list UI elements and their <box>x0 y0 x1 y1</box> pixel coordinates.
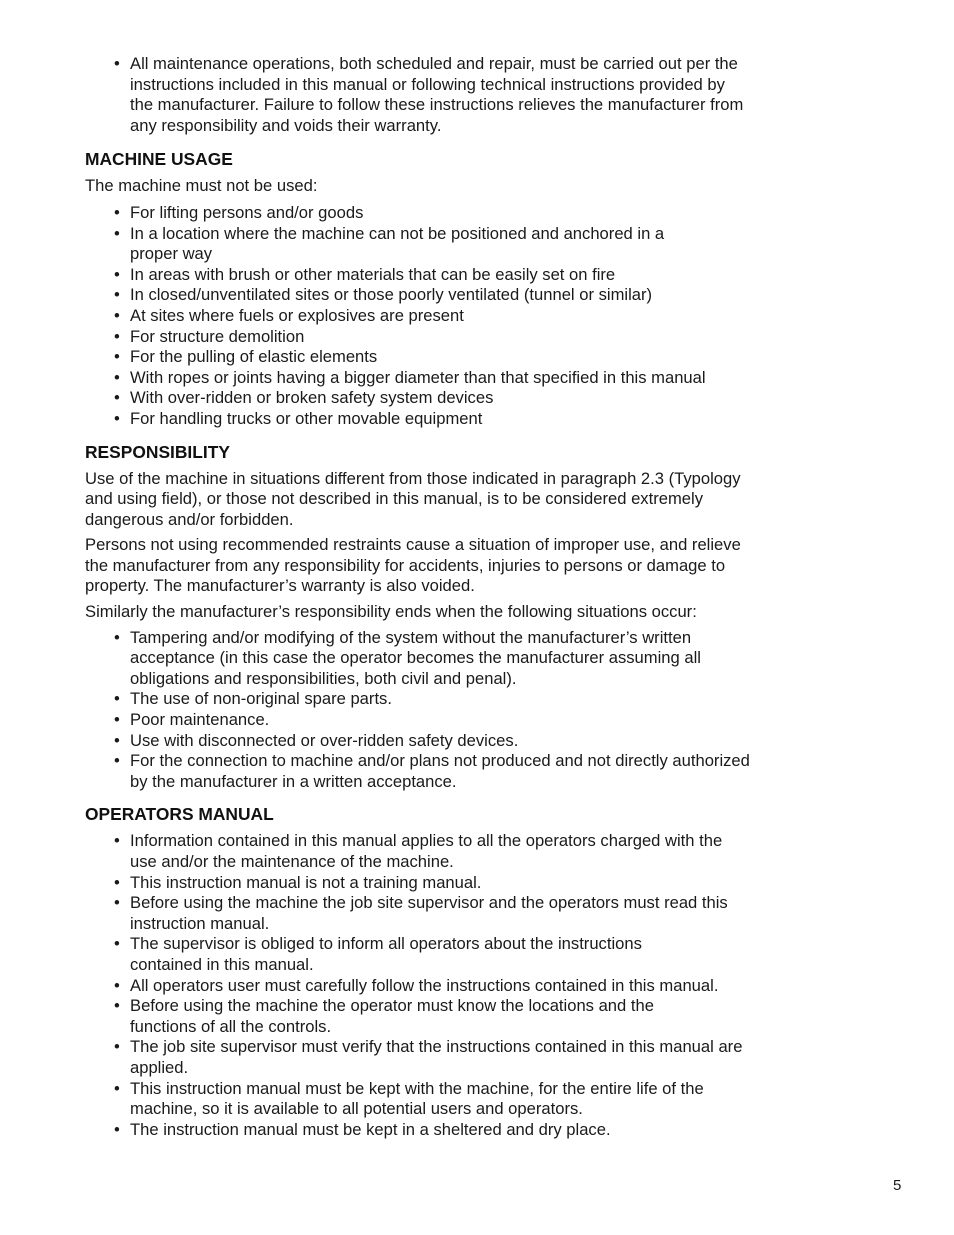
list-item: • Before using the machine the operator must know the locations and the functions of all the controls. <box>114 996 750 1037</box>
list-item: • For structure demolition <box>114 327 750 348</box>
list-item: • The supervisor is obliged to inform all operators about the instructions contained in this manual. <box>114 934 750 975</box>
list-item: • In areas with brush or other materials that can be easily set on fire <box>114 265 750 286</box>
list-item: • All maintenance operations, both scheduled and repair, must be carried out per the instructions included in this manual or following technical instructions provided by the manufacturer. Failure to follow these instructions relieves the manufacturer from any responsibility and voids their warranty. <box>114 54 750 136</box>
machine-usage-section <box>85 148 750 429</box>
document-page <box>85 54 750 1140</box>
list-item: • At sites where fuels or explosives are present <box>114 306 750 327</box>
paragraph: Similarly the manufacturer’s responsibility ends when the following situations occur: <box>85 602 697 622</box>
list-item: • This instruction manual is not a training manual. <box>114 873 750 894</box>
list-item: • In a location where the machine can not be positioned and anchored in a proper way <box>114 224 750 265</box>
intro-list <box>85 54 750 136</box>
list-item: • With over-ridden or broken safety system devices <box>114 388 750 409</box>
paragraph: Persons not using recommended restraints cause a situation of improper use, and relieve the manufacturer from any responsibility for accidents, injuries to persons or damage to property. The manufacturer’s warranty is also voided. <box>85 535 741 596</box>
responsibility-list <box>85 628 750 793</box>
list-item: • For the pulling of elastic elements <box>114 347 750 368</box>
list-item: • Poor maintenance. <box>114 710 750 731</box>
list-item: • Before using the machine the job site supervisor and the operators must read this instruction manual. <box>114 893 750 934</box>
list-item: • Tampering and/or modifying of the system without the manufacturer’s written acceptance (in this case the operator becomes the manufacturer assuming all obligations and responsibilities, both civil and penal). <box>114 628 750 690</box>
section-intro: The machine must not be used: <box>85 176 318 196</box>
list-item: • This instruction manual must be kept with the machine, for the entire life of the machine, so it is available to all potential users and operators. <box>114 1079 750 1120</box>
list-item: • Information contained in this manual applies to all the operators charged with the use and/or the maintenance of the machine. <box>114 831 750 872</box>
responsibility-section <box>85 441 750 793</box>
list-item: • The instruction manual must be kept in a sheltered and dry place. <box>114 1120 750 1141</box>
operators-manual-list <box>85 831 750 1140</box>
paragraph: Use of the machine in situations different from those indicated in paragraph 2.3 (Typology and using field), or those not described in this manual, is to be considered extremely dangerous and/or forbidden. <box>85 468 741 529</box>
list-item: • For handling trucks or other movable equipment <box>114 409 750 430</box>
list-item: • With ropes or joints having a bigger diameter than that specified in this manual <box>114 368 750 389</box>
page-number: 5 <box>893 1177 902 1194</box>
machine-usage-list <box>85 203 750 430</box>
list-item: • The job site supervisor must verify that the instructions contained in this manual are applied. <box>114 1037 750 1078</box>
list-item: • In closed/unventilated sites or those poorly ventilated (tunnel or similar) <box>114 285 750 306</box>
section-heading: MACHINE USAGE <box>85 149 233 170</box>
section-heading: OPERATORS MANUAL <box>85 804 274 825</box>
list-item: • For the connection to machine and/or plans not produced and not directly authorized by the manufacturer in a written acceptance. <box>114 751 750 792</box>
list-item: • All operators user must carefully follow the instructions contained in this manual. <box>114 976 770 997</box>
section-heading: RESPONSIBILITY <box>85 441 230 462</box>
list-item: • For lifting persons and/or goods <box>114 203 750 224</box>
list-item: • The use of non-original spare parts. <box>114 689 750 710</box>
list-item: • Use with disconnected or over-ridden safety devices. <box>114 731 750 752</box>
operators-manual-section <box>85 803 750 1140</box>
